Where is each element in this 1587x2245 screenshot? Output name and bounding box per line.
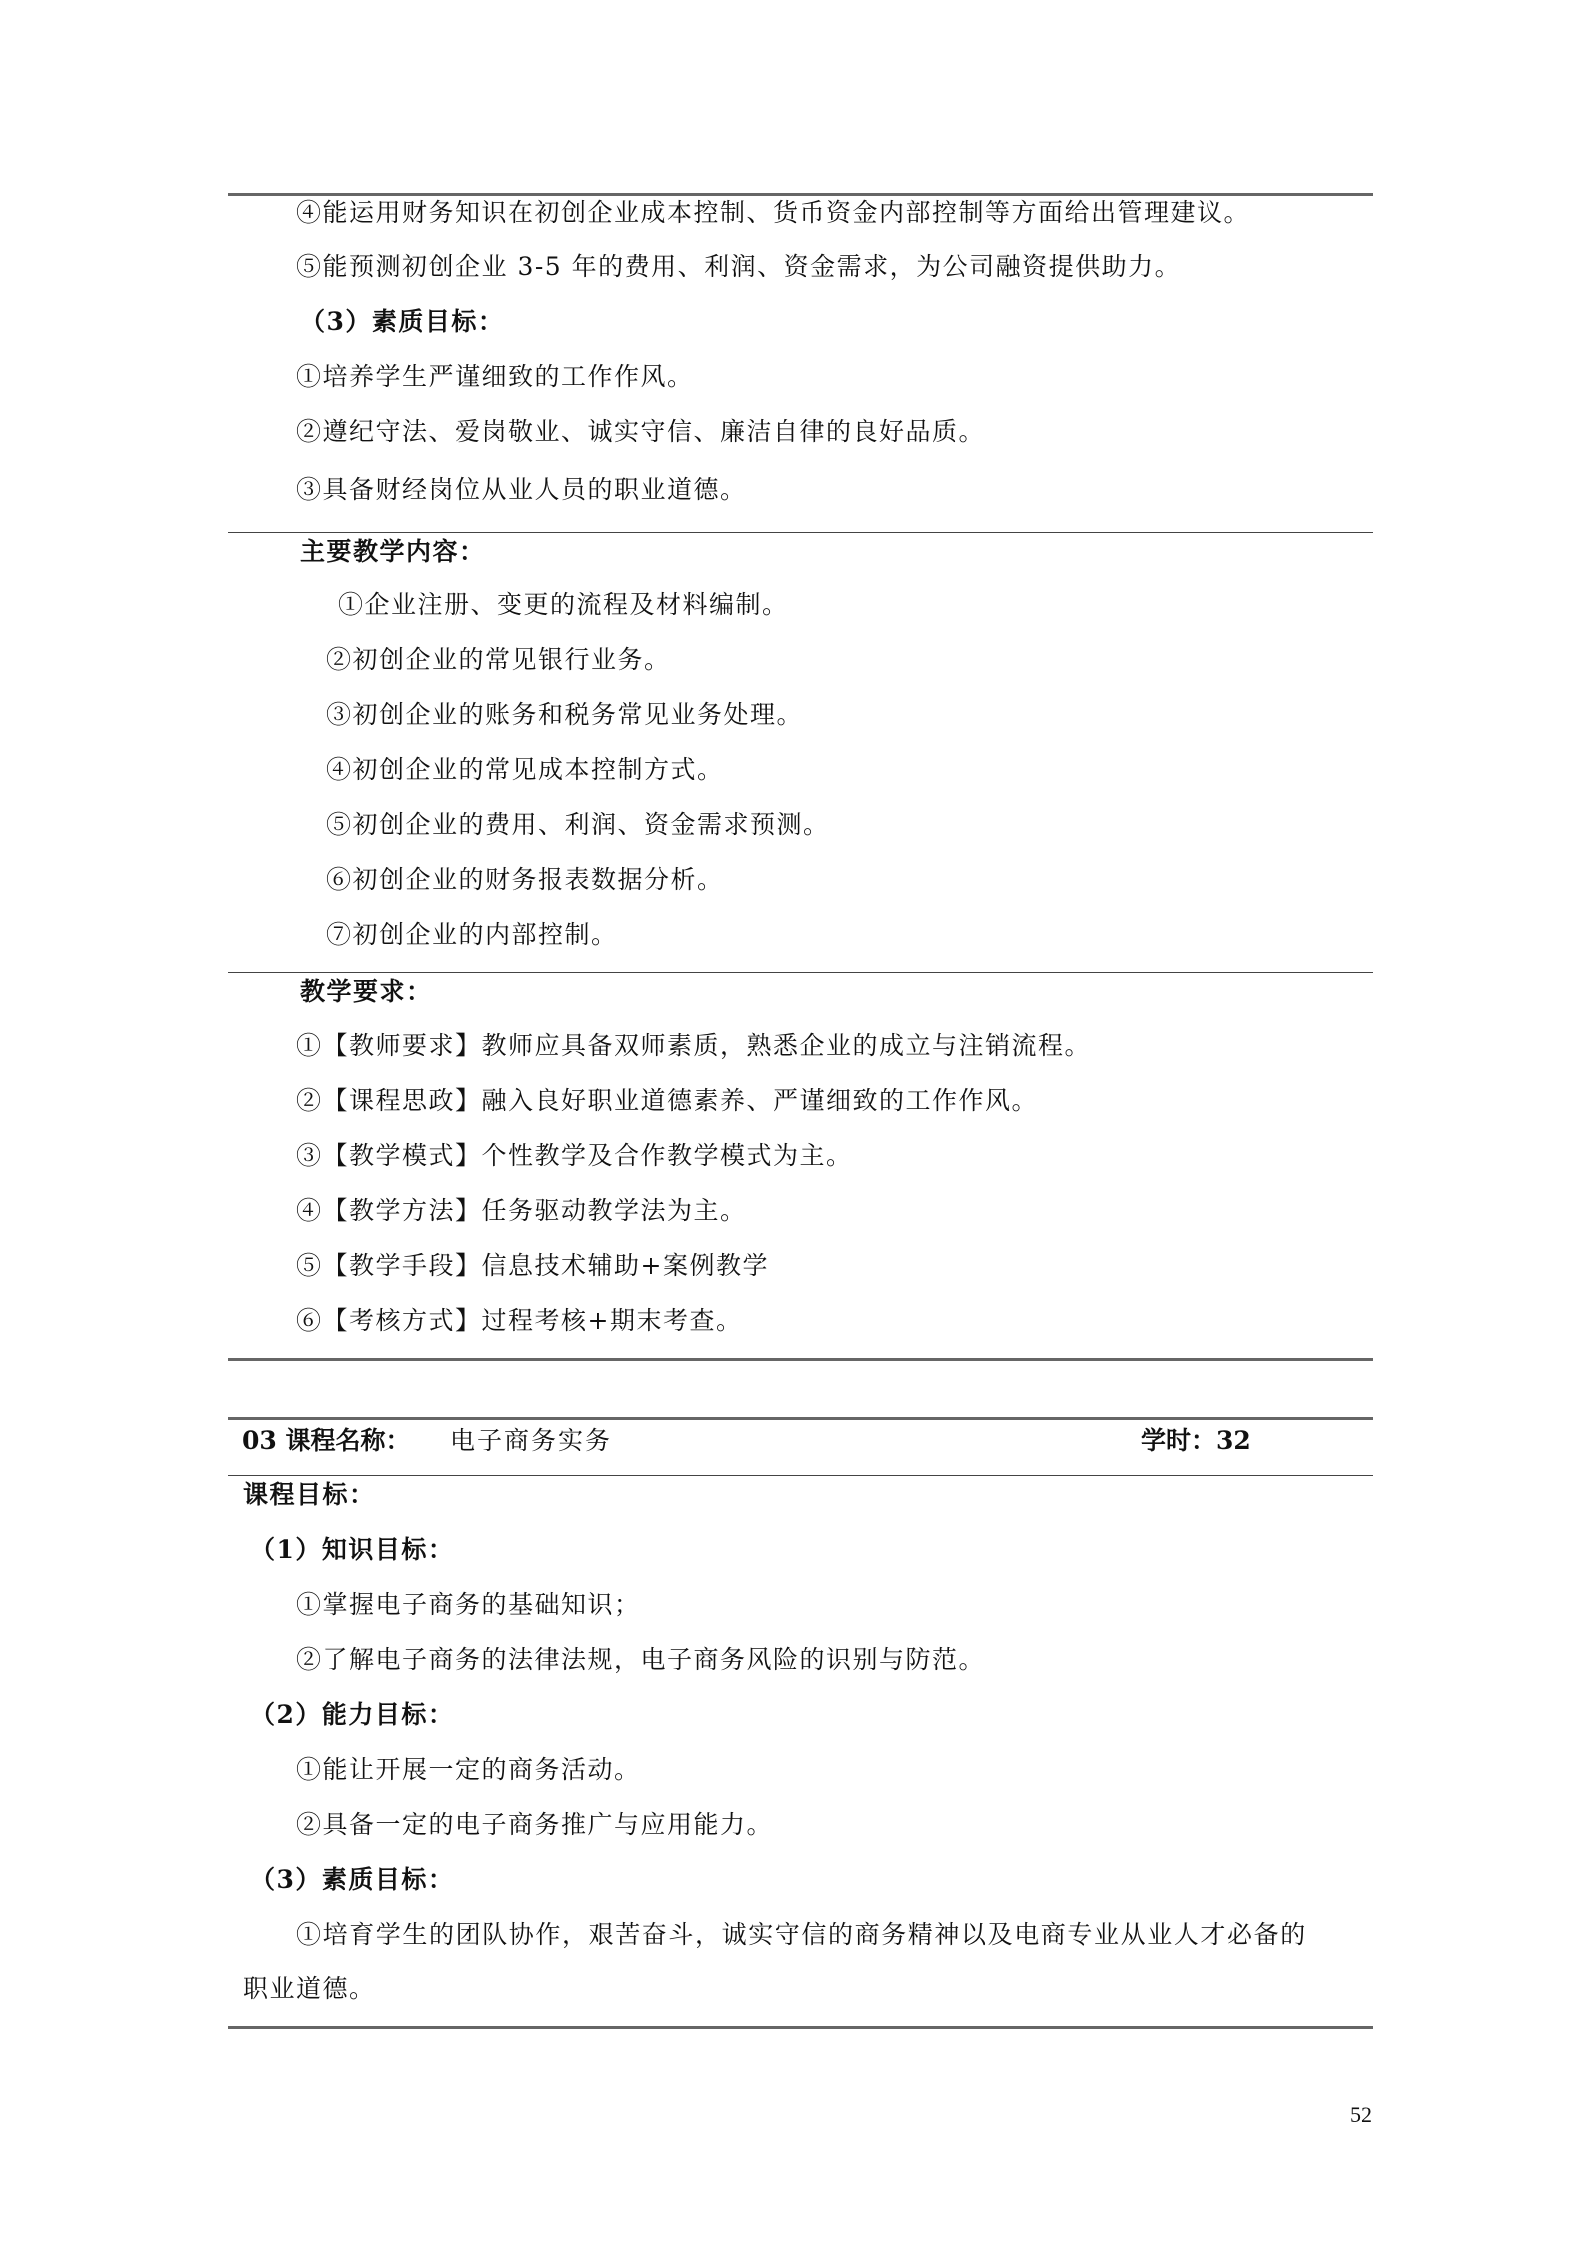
page-number: 52 <box>1350 2102 1372 2127</box>
quality-item-1: ①培养学生严谨细致的工作作风。 <box>296 362 694 391</box>
course-name: 电子商务实务 <box>450 1426 613 1455</box>
table-rule <box>228 532 1373 533</box>
table-rule <box>228 1358 1373 1361</box>
quality-heading-2: （3）素质目标： <box>250 1865 455 1894</box>
quality-item-line: ①培育学生的团队协作，艰苦奋斗，诚实守信的商务精神以及电商专业从业人才必备的 <box>296 1920 1307 1949</box>
content-item: ①企业注册、变更的流程及材料编制。 <box>338 590 789 619</box>
table-rule <box>228 972 1373 973</box>
quality-heading: （3）素质目标： <box>300 307 505 336</box>
requirement-item: ①【教师要求】教师应具备双师素质，熟悉企业的成立与注销流程。 <box>296 1031 1092 1060</box>
ability-item-5: ⑤能预测初创企业 3-5 年的费用、利润、资金需求，为公司融资提供助力。 <box>296 252 1182 281</box>
content-item: ⑦初创企业的内部控制。 <box>326 920 618 949</box>
ability-item: ①能让开展一定的商务活动。 <box>296 1755 641 1784</box>
knowledge-item: ②了解电子商务的法律法规，电子商务风险的识别与防范。 <box>296 1645 986 1674</box>
content-item: ②初创企业的常见银行业务。 <box>326 645 671 674</box>
quality-item-3: ③具备财经岗位从业人员的职业道德。 <box>296 475 747 504</box>
knowledge-heading: （1）知识目标： <box>250 1535 455 1564</box>
ability-item-4: ④能运用财务知识在初创企业成本控制、货币资金内部控制等方面给出管理建议。 <box>296 198 1251 227</box>
content-item: ③初创企业的账务和税务常见业务处理。 <box>326 700 804 729</box>
requirement-item: ⑥【考核方式】过程考核+期末考查。 <box>296 1306 743 1335</box>
content-item: ⑤初创企业的费用、利润、资金需求预测。 <box>326 810 830 839</box>
content-item: ⑥初创企业的财务报表数据分析。 <box>326 865 724 894</box>
table-rule <box>228 1417 1373 1420</box>
content-heading: 主要教学内容： <box>300 537 486 566</box>
requirement-heading: 教学要求： <box>300 977 433 1006</box>
requirement-item: ③【教学模式】个性教学及合作教学模式为主。 <box>296 1141 853 1170</box>
requirement-item: ⑤【教学手段】信息技术辅助+案例教学 <box>296 1251 769 1280</box>
quality-item-line: 职业道德。 <box>243 1974 376 2003</box>
knowledge-item: ①掌握电子商务的基础知识； <box>296 1590 641 1619</box>
requirement-item: ④【教学方法】任务驱动教学法为主。 <box>296 1196 747 1225</box>
table-rule <box>228 1475 1373 1476</box>
course-hours: 学时：32 <box>1141 1426 1251 1455</box>
ability-item: ②具备一定的电子商务推广与应用能力。 <box>296 1810 774 1839</box>
course-title-row <box>228 1421 1373 1461</box>
course-label: 03 课程名称： <box>242 1426 411 1455</box>
ability-heading: （2）能力目标： <box>250 1700 455 1729</box>
table-rule <box>228 2026 1373 2029</box>
content-item: ④初创企业的常见成本控制方式。 <box>326 755 724 784</box>
table-rule <box>228 193 1373 196</box>
goals-heading: 课程目标： <box>243 1480 376 1509</box>
requirement-item: ②【课程思政】融入良好职业道德素养、严谨细致的工作作风。 <box>296 1086 1039 1115</box>
quality-item-2: ②遵纪守法、爱岗敬业、诚实守信、廉洁自律的良好品质。 <box>296 417 986 446</box>
